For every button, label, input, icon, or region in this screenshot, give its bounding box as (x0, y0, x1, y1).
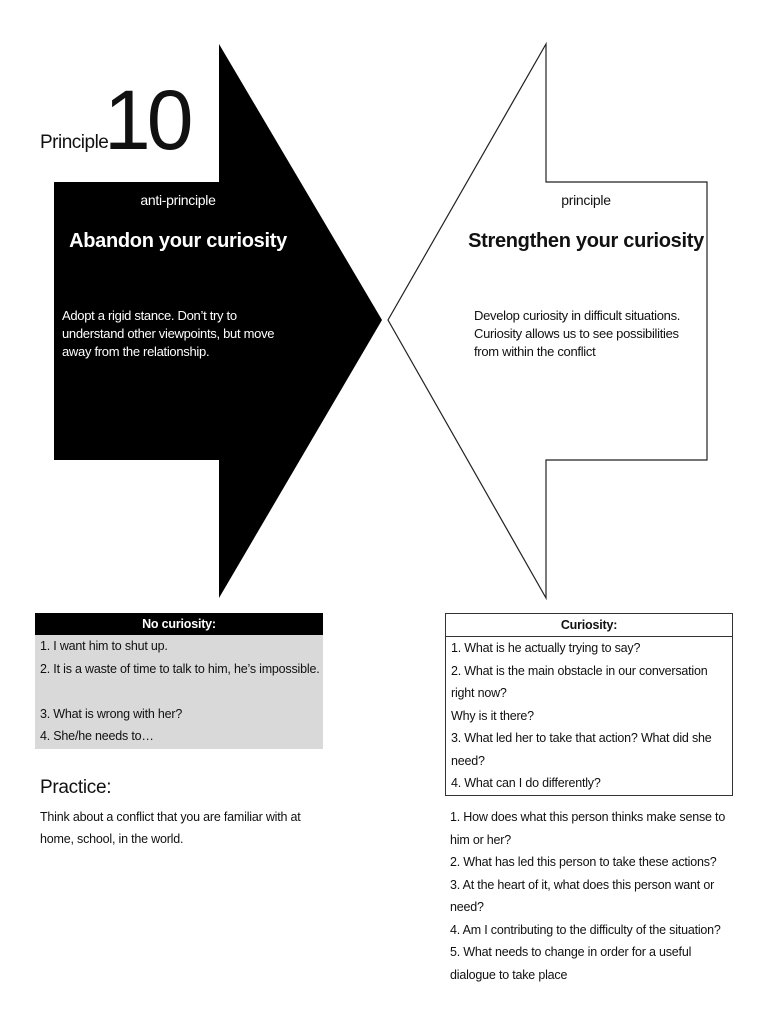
curiosity-box (445, 613, 733, 796)
practice-question: 2. What has led this person to take these actions? (450, 855, 717, 869)
principle-tag: principle (561, 192, 611, 208)
curiosity-line: 3. What led her to take that action? What did she need? (451, 731, 712, 768)
no-curiosity-line: 4. She/he needs to… (40, 729, 154, 743)
curiosity-line: Why is it there? (451, 708, 534, 723)
practice-question: 4. Am I contributing to the difficulty of the situation? (450, 922, 721, 937)
practice-title: Practice: (40, 777, 112, 798)
curiosity-title: Curiosity: (446, 614, 732, 637)
no-curiosity-line: 2. It is a waste of time to talk to him, he’s impossible. (40, 661, 320, 676)
no-curiosity-line (35, 680, 323, 703)
practice-question: 1. How does what this person thinks make sense to him or her? (450, 810, 726, 847)
principle-number: 10 (104, 73, 190, 167)
anti-principle-tag: anti-principle (140, 192, 216, 208)
curiosity-line: 2. What is the main obstacle in our conversation right now? (451, 663, 708, 700)
curiosity-line: 1. What is he actually trying to say? (451, 641, 641, 655)
no-curiosity-line: 1. I want him to shut up. (40, 639, 168, 653)
anti-principle-heading: Abandon your curiosity (69, 230, 287, 252)
no-curiosity-line: 3. What is wrong with her? (40, 706, 183, 721)
principle-label: Principle (40, 132, 109, 153)
practice-question: 3. At the heart of it, what does this person want or need? (450, 877, 715, 914)
principle-description: Develop curiosity in difficult situations. Curiosity allows us to see possibilities from within the conflict (474, 308, 681, 359)
curiosity-line: 4. What can I do differently? (451, 776, 601, 790)
practice-questions (450, 806, 740, 986)
practice-question: 5. What needs to change in order for a useful dialogue to take place (450, 945, 692, 982)
anti-principle-description: Adopt a rigid stance. Don’t try to understand other viewpoints, but move away from the relationship. (62, 308, 275, 359)
principle-heading: Strengthen your curiosity (468, 230, 704, 252)
no-curiosity-box (35, 613, 323, 749)
practice-text: Think about a conflict that you are familiar with at home, school, in the world. (40, 810, 301, 846)
no-curiosity-title: No curiosity: (35, 613, 323, 635)
